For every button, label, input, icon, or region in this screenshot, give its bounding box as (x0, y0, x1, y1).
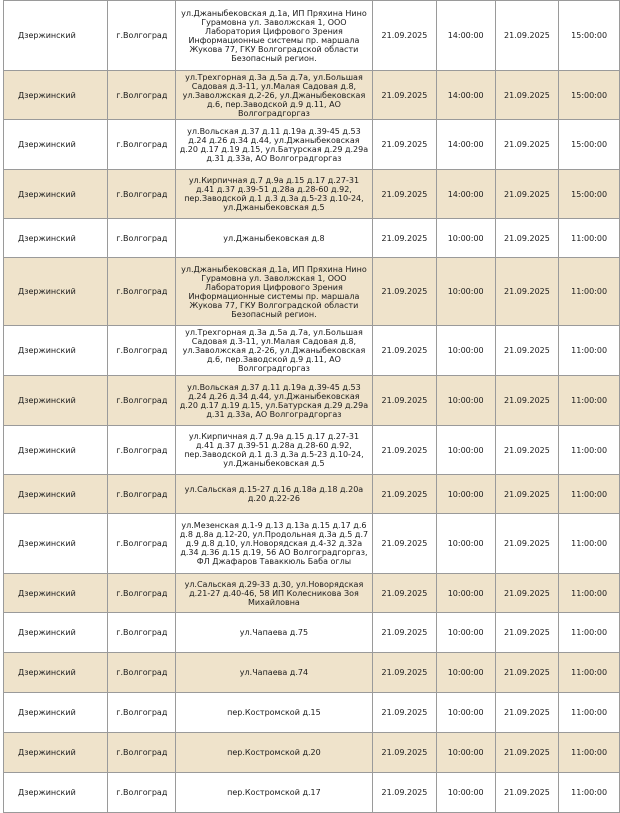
table-row (4, 613, 620, 653)
city-cell: г.Волгоград (108, 170, 175, 219)
end-date-cell: 21.09.2025 (495, 258, 559, 326)
address-cell: пер.Костромской д.17 (175, 773, 372, 813)
start-time-cell: 10:00:00 (436, 258, 495, 326)
end-date-cell: 21.09.2025 (495, 71, 559, 120)
city-cell: г.Волгоград (108, 693, 175, 733)
table-row (4, 258, 620, 326)
end-time-cell: 11:00:00 (559, 426, 620, 475)
start-date-cell: 21.09.2025 (373, 170, 437, 219)
start-date-cell: 21.09.2025 (373, 653, 437, 693)
end-time-cell: 11:00:00 (559, 693, 620, 733)
end-date-cell: 21.09.2025 (495, 1, 559, 71)
city-cell: г.Волгоград (108, 653, 175, 693)
start-date-cell: 21.09.2025 (373, 475, 437, 514)
city-cell: г.Волгоград (108, 326, 175, 376)
end-date-cell: 21.09.2025 (495, 653, 559, 693)
start-date-cell: 21.09.2025 (373, 120, 437, 170)
end-date-cell: 21.09.2025 (495, 475, 559, 514)
table-row (4, 219, 620, 258)
table-row (4, 120, 620, 170)
district-cell: Дзержинский (4, 120, 108, 170)
table-row (4, 733, 620, 773)
start-time-cell: 10:00:00 (436, 693, 495, 733)
district-cell: Дзержинский (4, 71, 108, 120)
end-date-cell: 21.09.2025 (495, 613, 559, 653)
start-date-cell: 21.09.2025 (373, 733, 437, 773)
city-cell: г.Волгоград (108, 574, 175, 613)
address-cell: ул.Кирпичная д.7 д.9а д.15 д.17 д.27-31 д.41 д.37 д.39-51 д.28а д.28-60 д.92, пер.Заводской д.1 д.3 д.3а д.5-23 д.10-24, ул.Джаныбековская д.5 (175, 170, 372, 219)
start-date-cell: 21.09.2025 (373, 514, 437, 574)
address-cell: ул.Сальская д.15-27 д.16 д.18а д.18 д.20а д.20 д.22-26 (175, 475, 372, 514)
table-row (4, 326, 620, 376)
address-cell: ул.Кирпичная д.7 д.9а д.15 д.17 д.27-31 д.41 д.37 д.39-51 д.28а д.28-60 д.92, пер.Заводской д.1 д.3 д.3а д.5-23 д.10-24, ул.Джаныбековская д.5 (175, 426, 372, 475)
city-cell: г.Волгоград (108, 773, 175, 813)
end-date-cell: 21.09.2025 (495, 693, 559, 733)
outage-schedule-table (3, 0, 620, 813)
city-cell: г.Волгоград (108, 733, 175, 773)
start-time-cell: 14:00:00 (436, 71, 495, 120)
start-time-cell: 14:00:00 (436, 120, 495, 170)
end-time-cell: 11:00:00 (559, 773, 620, 813)
address-cell: ул.Трехгорная д.3а д.5а д.7а, ул.Большая Садовая д.3-11, ул.Малая Садовая д.8, ул.Заволжская д.2-26, ул.Джаныбековская д.6, пер.Заводской д.9 д.11, АО Волгоградгоргаз (175, 326, 372, 376)
address-cell: ул.Чапаева д.75 (175, 613, 372, 653)
end-time-cell: 15:00:00 (559, 120, 620, 170)
address-cell: ул.Вольская д.37 д.11 д.19а д.39-45 д.53 д.24 д.26 д.34 д.44, ул.Джаныбековская д.20 д.17 д.19 д.15, ул.Батурская д.29 д.29а д.31 д.33а, АО Волгоградгоргаз (175, 120, 372, 170)
city-cell: г.Волгоград (108, 475, 175, 514)
district-cell: Дзержинский (4, 773, 108, 813)
table-row (4, 1, 620, 71)
table-row (4, 653, 620, 693)
end-time-cell: 15:00:00 (559, 71, 620, 120)
start-date-cell: 21.09.2025 (373, 613, 437, 653)
start-time-cell: 10:00:00 (436, 475, 495, 514)
start-time-cell: 10:00:00 (436, 219, 495, 258)
start-time-cell: 10:00:00 (436, 426, 495, 475)
end-date-cell: 21.09.2025 (495, 120, 559, 170)
city-cell: г.Волгоград (108, 613, 175, 653)
start-time-cell: 10:00:00 (436, 773, 495, 813)
district-cell: Дзержинский (4, 475, 108, 514)
city-cell: г.Волгоград (108, 376, 175, 426)
end-time-cell: 11:00:00 (559, 376, 620, 426)
end-time-cell: 15:00:00 (559, 170, 620, 219)
start-date-cell: 21.09.2025 (373, 219, 437, 258)
city-cell: г.Волгоград (108, 71, 175, 120)
start-date-cell: 21.09.2025 (373, 326, 437, 376)
address-cell: ул.Трехгорная д.3а д.5а д.7а, ул.Большая Садовая д.3-11, ул.Малая Садовая д.8, ул.Заволжская д.2-26, ул.Джаныбековская д.6, пер.Заводской д.9 д.11, АО Волгоградгоргаз (175, 71, 372, 120)
table-row (4, 693, 620, 733)
city-cell: г.Волгоград (108, 426, 175, 475)
district-cell: Дзержинский (4, 219, 108, 258)
address-cell: ул.Джаныбековская д.8 (175, 219, 372, 258)
end-date-cell: 21.09.2025 (495, 574, 559, 613)
address-cell: ул.Вольская д.37 д.11 д.19а д.39-45 д.53 д.24 д.26 д.34 д.44, ул.Джаныбековская д.20 д.17 д.19 д.15, ул.Батурская д.29 д.29а д.31 д.33а, АО Волгоградгоргаз (175, 376, 372, 426)
start-date-cell: 21.09.2025 (373, 71, 437, 120)
city-cell: г.Волгоград (108, 514, 175, 574)
end-date-cell: 21.09.2025 (495, 426, 559, 475)
district-cell: Дзержинский (4, 426, 108, 475)
table-row (4, 475, 620, 514)
address-cell: пер.Костромской д.20 (175, 733, 372, 773)
end-time-cell: 15:00:00 (559, 1, 620, 71)
start-time-cell: 10:00:00 (436, 653, 495, 693)
end-time-cell: 11:00:00 (559, 326, 620, 376)
end-date-cell: 21.09.2025 (495, 514, 559, 574)
district-cell: Дзержинский (4, 326, 108, 376)
start-date-cell: 21.09.2025 (373, 773, 437, 813)
district-cell: Дзержинский (4, 693, 108, 733)
start-time-cell: 14:00:00 (436, 170, 495, 219)
city-cell: г.Волгоград (108, 120, 175, 170)
district-cell: Дзержинский (4, 514, 108, 574)
start-time-cell: 10:00:00 (436, 613, 495, 653)
table-row (4, 574, 620, 613)
district-cell: Дзержинский (4, 376, 108, 426)
start-date-cell: 21.09.2025 (373, 574, 437, 613)
table-row (4, 170, 620, 219)
table-row (4, 514, 620, 574)
end-time-cell: 11:00:00 (559, 653, 620, 693)
start-time-cell: 10:00:00 (436, 574, 495, 613)
end-time-cell: 11:00:00 (559, 574, 620, 613)
district-cell: Дзержинский (4, 653, 108, 693)
end-date-cell: 21.09.2025 (495, 219, 559, 258)
start-time-cell: 10:00:00 (436, 326, 495, 376)
table-row (4, 773, 620, 813)
end-time-cell: 11:00:00 (559, 258, 620, 326)
start-time-cell: 10:00:00 (436, 733, 495, 773)
city-cell: г.Волгоград (108, 258, 175, 326)
address-cell: ул.Мезенская д.1-9 д.13 д.13а д.15 д.17 д.6 д.8 д.8а д.12-20, ул.Продольная д.3а д.5 д.7 д.9 д.8 д.10, ул.Новорядская д.4-32 д.32а д.34 д.36 д.15 д.19, 56 АО Волгоградгоргаз, ФЛ Джафаров Таваккюль Баба оглы (175, 514, 372, 574)
start-date-cell: 21.09.2025 (373, 693, 437, 733)
district-cell: Дзержинский (4, 613, 108, 653)
start-date-cell: 21.09.2025 (373, 258, 437, 326)
district-cell: Дзержинский (4, 258, 108, 326)
district-cell: Дзержинский (4, 170, 108, 219)
end-date-cell: 21.09.2025 (495, 773, 559, 813)
district-cell: Дзержинский (4, 733, 108, 773)
address-cell: ул.Чапаева д.74 (175, 653, 372, 693)
end-time-cell: 11:00:00 (559, 733, 620, 773)
city-cell: г.Волгоград (108, 219, 175, 258)
table-row (4, 376, 620, 426)
end-time-cell: 11:00:00 (559, 475, 620, 514)
address-cell: ул.Джаныбековская д.1а, ИП Пряхина Нино Гурамовна ул. Заволжская 1, ООО Лаборатория Цифрового Зрения Информационные системы пр. маршала Жукова 77, ГКУ Волгоградской области Безопасный регион. (175, 1, 372, 71)
address-cell: ул.Сальская д.29-33 д.30, ул.Новорядская д.21-27 д.40-46, 58 ИП Колесникова Зоя Михайловна (175, 574, 372, 613)
end-date-cell: 21.09.2025 (495, 733, 559, 773)
start-time-cell: 14:00:00 (436, 1, 495, 71)
end-time-cell: 11:00:00 (559, 219, 620, 258)
start-date-cell: 21.09.2025 (373, 1, 437, 71)
district-cell: Дзержинский (4, 1, 108, 71)
start-time-cell: 10:00:00 (436, 514, 495, 574)
address-cell: пер.Костромской д.15 (175, 693, 372, 733)
end-date-cell: 21.09.2025 (495, 376, 559, 426)
end-date-cell: 21.09.2025 (495, 170, 559, 219)
table-row (4, 426, 620, 475)
table-row (4, 71, 620, 120)
start-date-cell: 21.09.2025 (373, 426, 437, 475)
city-cell: г.Волгоград (108, 1, 175, 71)
start-time-cell: 10:00:00 (436, 376, 495, 426)
start-date-cell: 21.09.2025 (373, 376, 437, 426)
district-cell: Дзержинский (4, 574, 108, 613)
address-cell: ул.Джаныбековская д.1а, ИП Пряхина Нино Гурамовна ул. Заволжская 1, ООО Лаборатория Цифрового Зрения Информационные системы пр. маршала Жукова 77, ГКУ Волгоградской области Безопасный регион. (175, 258, 372, 326)
end-time-cell: 11:00:00 (559, 514, 620, 574)
end-date-cell: 21.09.2025 (495, 326, 559, 376)
end-time-cell: 11:00:00 (559, 613, 620, 653)
